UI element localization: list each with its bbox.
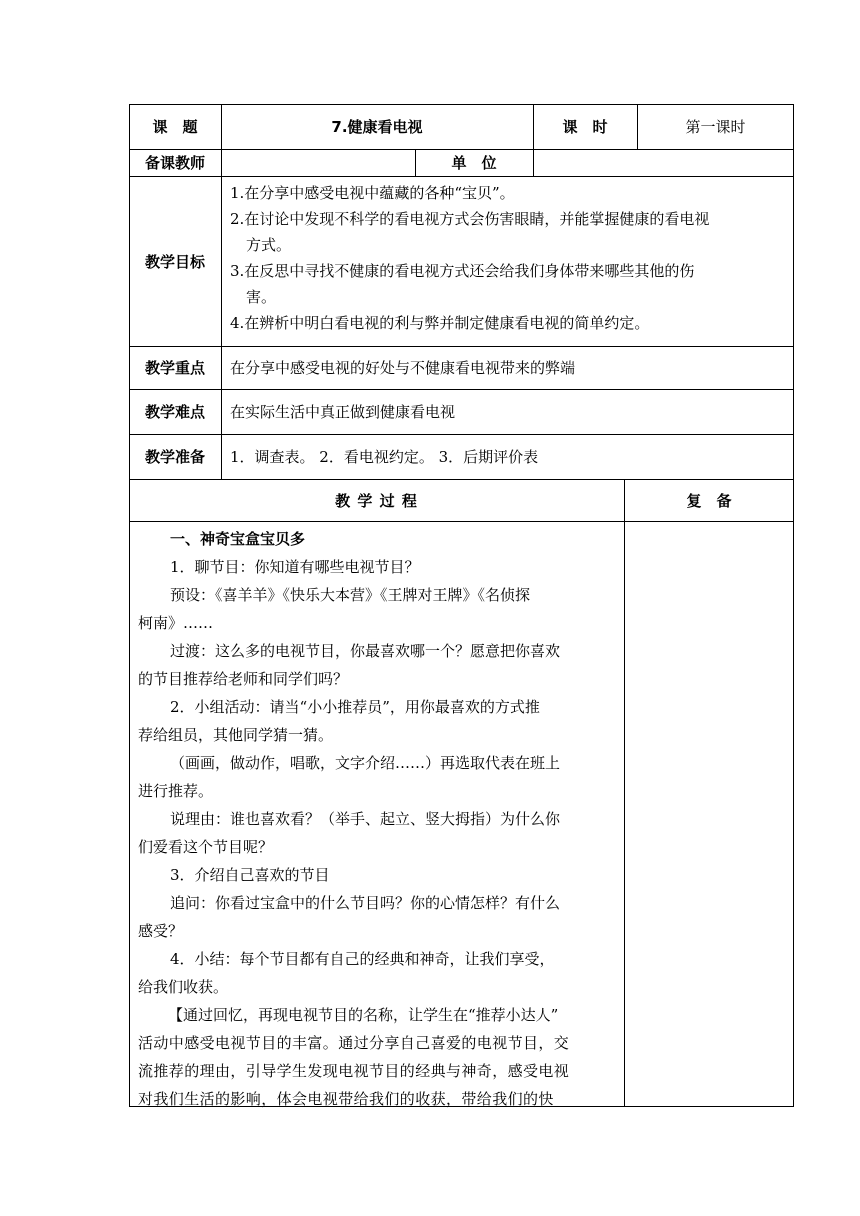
process-line: 1．聊节目：你知道有哪些电视节目？ bbox=[170, 558, 420, 576]
process-line: 4．小结：每个节目都有自己的经典和神奇，让我们享受， bbox=[170, 950, 555, 968]
difficulties-value: 在实际生活中真正做到健康看电视 bbox=[230, 403, 456, 421]
process-line: 柯南》…… bbox=[138, 614, 214, 632]
difficulties-label: 教学难点 bbox=[144, 403, 205, 421]
process-line: 进行推荐。 bbox=[138, 782, 214, 800]
objective-line: 方式。 bbox=[246, 236, 292, 254]
period-value: 第一课时 bbox=[685, 118, 746, 136]
grid-line bbox=[129, 176, 794, 177]
process-line: 追问：你看过宝盒中的什么节目吗？你的心情怎样？有什么 bbox=[170, 894, 561, 912]
teacher-label: 备课教师 bbox=[144, 154, 205, 172]
unit-value bbox=[533, 149, 794, 176]
process-line: 给我们收获。 bbox=[138, 978, 229, 996]
objective-line: 1.在分享中感受电视中蕴藏的各种“宝贝”。 bbox=[230, 184, 515, 202]
objective-line: 4.在辨析中明白看电视的利与弊并制定健康看电视的简单约定。 bbox=[230, 314, 650, 332]
process-line: 们爱看这个节目呢？ bbox=[138, 838, 274, 856]
process-line: 2．小组活动：请当“小小推荐员”，用你最喜欢的方式推 bbox=[170, 698, 540, 716]
topic-value: 7.健康看电视 bbox=[331, 118, 423, 136]
section-heading: 一、神奇宝盒宝贝多 bbox=[170, 530, 306, 548]
grid-line bbox=[624, 479, 625, 1107]
objective-line: 3.在反思中寻找不健康的看电视方式还会给我们身体带来哪些其他的伤 bbox=[230, 262, 695, 280]
objective-line: 2.在讨论中发现不科学的看电视方式会伤害眼睛，并能掌握健康的看电视 bbox=[230, 210, 710, 228]
note-line: 对我们生活的影响，体会电视带给我们的收获，带给我们的快 bbox=[138, 1090, 554, 1108]
teacher-value bbox=[221, 149, 415, 176]
notes-header: 复 备 bbox=[686, 491, 732, 510]
process-line: 的节目推荐给老师和同学们吗？ bbox=[138, 670, 349, 688]
key-points-value: 在分享中感受电视的好处与不健康看电视带来的弊端 bbox=[230, 359, 576, 377]
process-line: 荐给组员，其他同学猜一猜。 bbox=[138, 726, 334, 744]
topic-label: 课 题 bbox=[152, 118, 198, 136]
period-label: 课 时 bbox=[562, 118, 608, 136]
process-line: 3．介绍自己喜欢的节目 bbox=[170, 866, 330, 884]
note-line: 流推荐的理由，引导学生发现电视节目的经典与神奇，感受电视 bbox=[138, 1062, 570, 1080]
grid-line bbox=[129, 521, 794, 522]
process-line: 感受？ bbox=[138, 922, 184, 940]
preparation-value: 1．调查表。 2．看电视约定。 3．后期评价表 bbox=[230, 448, 539, 466]
process-line: 过渡：这么多的电视节目，你最喜欢哪一个？愿意把你喜欢 bbox=[170, 642, 561, 660]
objective-line: 害。 bbox=[246, 288, 277, 306]
process-content bbox=[138, 525, 622, 1113]
key-points-label: 教学重点 bbox=[144, 359, 205, 377]
process-line: （画画，做动作，唱歌，文字介绍……）再选取代表在班上 bbox=[170, 754, 561, 772]
process-header: 教 学 过 程 bbox=[335, 491, 418, 510]
objectives-content bbox=[230, 180, 790, 336]
preparation-label: 教学准备 bbox=[144, 448, 205, 466]
note-line: 活动中感受电视节目的丰富。通过分享自己喜爱的电视节目，交 bbox=[138, 1034, 570, 1052]
process-line: 说理由：谁也喜欢看？（举手、起立、竖大拇指）为什么你 bbox=[170, 810, 561, 828]
objectives-label: 教学目标 bbox=[144, 252, 205, 271]
unit-label: 单 位 bbox=[451, 154, 497, 172]
process-line: 预设：《喜羊羊》《快乐大本营》《王牌对王牌》《名侦探 bbox=[170, 586, 531, 604]
note-line: 【通过回忆，再现电视节目的名称，让学生在“推荐小达人” bbox=[168, 1006, 559, 1024]
